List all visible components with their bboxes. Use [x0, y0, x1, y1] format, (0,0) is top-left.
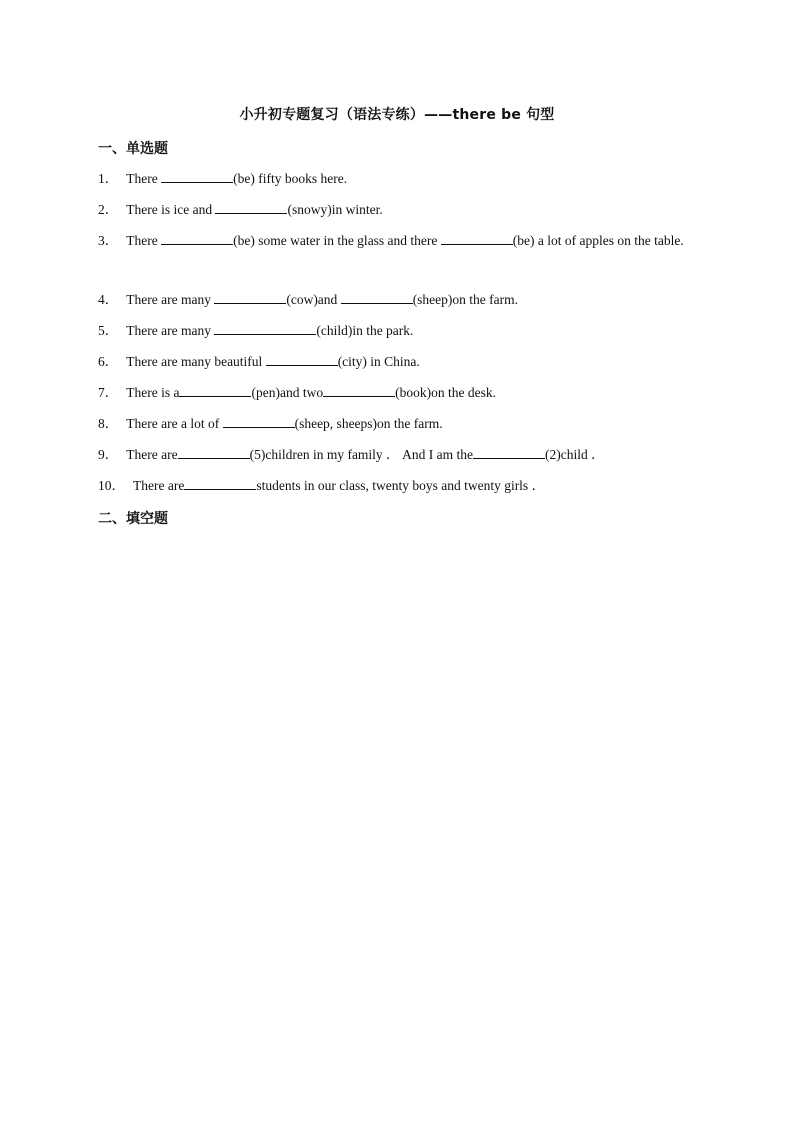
question-number: 2．: [98, 202, 119, 217]
question-text: (book)on the desk.: [395, 385, 496, 400]
question-number: 3．: [98, 233, 119, 248]
question-text: There are many: [126, 292, 215, 307]
answer-blank[interactable]: [473, 445, 545, 459]
question-text: There: [126, 171, 162, 186]
answer-blank[interactable]: [179, 383, 251, 397]
question-text: There are many: [126, 323, 215, 338]
question-10: [98, 471, 698, 500]
question-9: [98, 440, 698, 469]
question-text: (cow)and: [286, 292, 341, 307]
question-text: There are: [133, 478, 185, 493]
question-7: [98, 378, 698, 407]
answer-blank[interactable]: [223, 414, 295, 428]
question-text: There: [126, 233, 162, 248]
answer-blank[interactable]: [341, 290, 413, 304]
question-text: There are a lot of: [126, 416, 223, 431]
document-title: 小升初专题复习（语法专练）——there be 句型: [239, 107, 555, 123]
question-1: [98, 164, 698, 193]
answer-blank[interactable]: [323, 383, 395, 397]
answer-blank[interactable]: [161, 169, 233, 183]
question-text: There is a: [126, 385, 180, 400]
answer-blank[interactable]: [214, 321, 316, 335]
question-text: There are: [126, 447, 178, 462]
question-4: [98, 285, 698, 314]
question-text: (sheep)on the farm.: [412, 292, 519, 307]
question-8: [98, 409, 698, 438]
question-text: (snowy)in winter.: [287, 202, 383, 217]
question-number: 9．: [98, 447, 119, 462]
question-text: (pen)and two: [251, 385, 324, 400]
question-text: (sheep, sheeps)on the farm.: [294, 416, 443, 431]
question-number: 1．: [98, 171, 119, 186]
question-text: (5)children in my family ． And I am the: [249, 447, 474, 462]
section-heading-fill-in: 二、填空题: [98, 511, 168, 527]
question-2: [98, 195, 698, 224]
section-heading-multiple-choice: 一、单选题: [98, 141, 168, 157]
question-text: (be) some water in the glass and there: [233, 233, 441, 248]
answer-blank[interactable]: [214, 290, 286, 304]
question-5: [98, 316, 698, 345]
question-number: 10．: [98, 478, 125, 493]
question-number: 4．: [98, 292, 119, 307]
question-text: students in our class, twenty boys and twenty girls ．: [256, 478, 546, 493]
question-3: [98, 226, 688, 255]
question-text: (be) a lot of apples on the table.: [512, 233, 684, 248]
answer-blank[interactable]: [161, 231, 233, 245]
question-text: There are many beautiful: [126, 354, 266, 369]
answer-blank[interactable]: [184, 476, 256, 490]
question-number: 8．: [98, 416, 119, 431]
question-text: (be) fifty books here.: [233, 171, 348, 186]
question-6: [98, 347, 698, 376]
question-text: (2)child ．: [545, 447, 605, 462]
question-number: 5．: [98, 323, 119, 338]
question-number: 6．: [98, 354, 119, 369]
answer-blank[interactable]: [215, 200, 287, 214]
question-text: There is ice and: [126, 202, 216, 217]
question-text: (city) in China.: [337, 354, 420, 369]
answer-blank[interactable]: [441, 231, 513, 245]
answer-blank[interactable]: [266, 352, 338, 366]
question-number: 7．: [98, 385, 119, 400]
answer-blank[interactable]: [178, 445, 250, 459]
question-text: (child)in the park.: [316, 323, 414, 338]
